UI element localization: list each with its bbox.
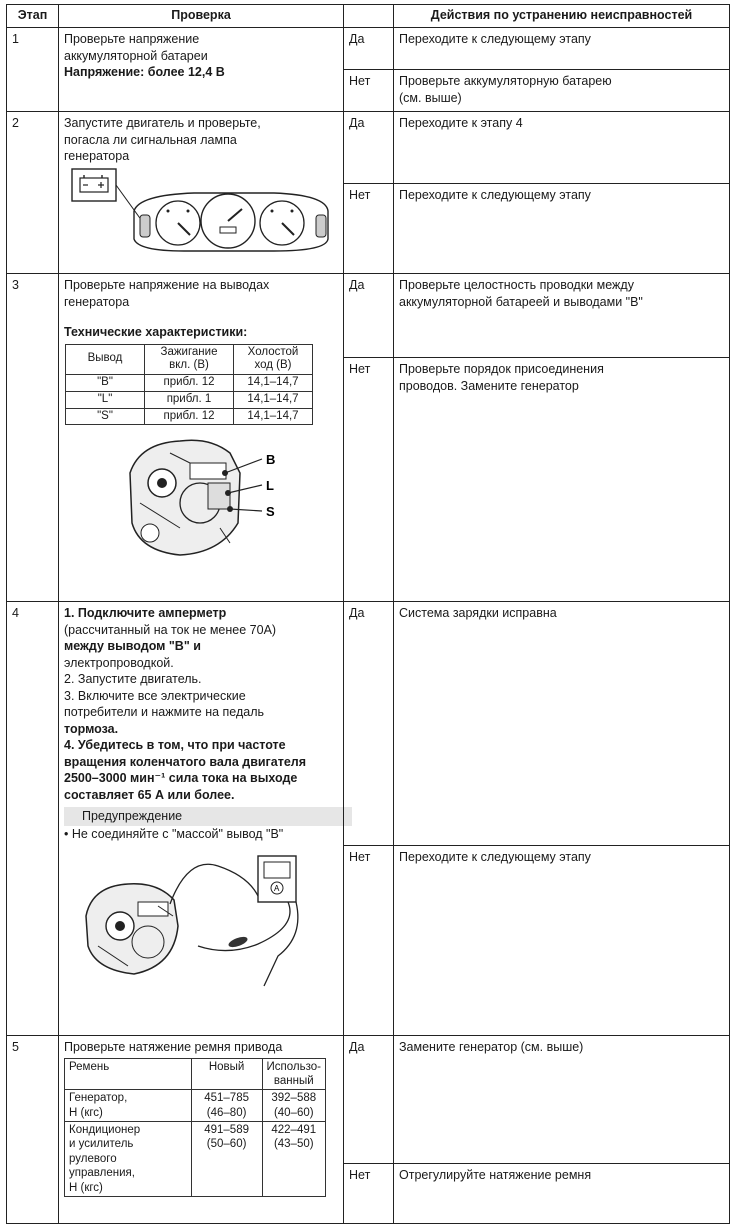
step2-check-line1: Запустите двигатель и проверьте, [64, 116, 261, 130]
instrument-cluster-figure [64, 165, 334, 255]
step4-line: 3. Включите все электрические [64, 688, 246, 703]
warning-title: Предупреждение [64, 807, 352, 826]
step2-check-line3: генератора [64, 149, 130, 163]
header-action: Действия по устранению неисправностей [394, 5, 730, 28]
step4-yes-action: Система зарядки исправна [394, 602, 730, 846]
step3-no-action-line2: проводов. Замените генератор [399, 378, 579, 393]
step5-yes-action: Замените генератор (см. выше) [394, 1036, 730, 1164]
terminal-label-b: B [266, 452, 276, 468]
belt-row-generator: Генератор, Н (кгс) 451–785 (46–80) 392–588 (40–60) [65, 1090, 326, 1122]
step3-check-line2: генератора [64, 294, 130, 309]
step3-yes-label: Да [344, 274, 394, 358]
alternator-icon [86, 884, 178, 974]
step4-line: электропроводкой. [64, 655, 174, 670]
step5-number: 5 [7, 1036, 59, 1224]
step2-no-label: Нет [344, 184, 394, 274]
spec-row-l: "L" прибл. 1 14,1–14,7 [66, 391, 313, 408]
step5-no-action: Отрегулируйте натяжение ремня [394, 1164, 730, 1224]
step1-check-line1: Проверьте напряжение [64, 32, 200, 46]
step1-yes-row [7, 28, 730, 70]
step5-no-label: Нет [344, 1164, 394, 1224]
step4-line: (рассчитанный на ток не менее 70А) [64, 622, 277, 637]
terminal-label-l: L [266, 478, 274, 494]
spec-header-terminal: Вывод [66, 344, 145, 375]
ammeter-icon [258, 856, 296, 902]
step1-no-label: Нет [344, 70, 394, 112]
step2-no-action: Переходите к следующему этапу [394, 184, 730, 274]
step1-yes-label: Да [344, 28, 394, 70]
step1-no-action-line2: (см. выше) [399, 90, 462, 105]
step4-line: вращения коленчатого вала двигателя [64, 754, 307, 769]
alternator-terminals-figure [120, 433, 320, 563]
belt-row-ac-steering: Кондиционер и усилитель рулевого управления, Н (кгс) 491–589 (50–60) 422–491 (43–50) [65, 1122, 326, 1197]
step4-yes-label: Да [344, 602, 394, 846]
step5-check [59, 1036, 344, 1224]
step3-yes-row [7, 274, 730, 358]
step4-line: потребители и нажмите на педаль [64, 705, 265, 719]
step4-line: тормоза. [64, 721, 119, 736]
step5-yes-row [7, 1036, 730, 1164]
alternator-icon [130, 441, 262, 556]
step3-no-action-line1: Проверьте порядок присоединения [399, 362, 604, 376]
step4-line: 2500–3000 мин⁻¹ сила тока на выходе [64, 771, 298, 785]
step3-check-line1: Проверьте напряжение на выводах [64, 278, 270, 292]
step3-no-action [394, 358, 730, 602]
step4-line: между выводом "В" и [64, 639, 201, 653]
step4-no-action: Переходите к следующему этапу [394, 846, 730, 1036]
warning-text: • Не соединяйте с "массой" вывод "В" [64, 826, 284, 841]
step1-no-action-line1: Проверьте аккумуляторную батарею [399, 74, 612, 88]
step2-yes-label: Да [344, 112, 394, 184]
step5-yes-label: Да [344, 1036, 394, 1164]
svg-text:A: A [274, 884, 280, 893]
step2-yes-row [7, 112, 730, 184]
header-check: Проверка [59, 5, 344, 28]
step4-line: 1. Подключите амперметр [64, 606, 227, 620]
step2-yes-action: Переходите к этапу 4 [394, 112, 730, 184]
step3-yes-action-line2: аккумуляторной батареей и выводами "B" [399, 294, 643, 309]
step3-no-label: Нет [344, 358, 394, 602]
spec-header-ignition: Зажигание вкл. (В) [145, 344, 234, 375]
header-row [7, 5, 730, 28]
step1-check [59, 28, 344, 112]
step3-yes-action [394, 274, 730, 358]
page [6, 4, 730, 1227]
step4-check [59, 602, 344, 1036]
spec-row-s: "S" прибл. 12 14,1–14,7 [66, 408, 313, 425]
belt-header-row: Ремень Новый Использо- ванный [65, 1058, 326, 1090]
step1-yes-action: Переходите к следующему этапу [394, 28, 730, 70]
step4-line: 4. Убедитесь в том, что при частоте [64, 738, 286, 752]
step4-number: 4 [7, 602, 59, 1036]
spec-title: Технические характеристики: [64, 325, 248, 339]
step2-number: 2 [7, 112, 59, 274]
step4-line: 2. Запустите двигатель. [64, 672, 202, 686]
step2-check [59, 112, 344, 274]
instrument-cluster-icon [134, 193, 328, 251]
step1-no-action [394, 70, 730, 112]
step3-check [59, 274, 344, 602]
step4-no-label: Нет [344, 846, 394, 1036]
step5-check-line1: Проверьте натяжение ремня привода [64, 1040, 283, 1054]
step1-check-voltage: Напряжение: более 12,4 В [64, 65, 225, 79]
diagnostics-table [6, 4, 730, 1224]
spec-header-idle: Холостой ход (В) [234, 344, 313, 375]
step3-number: 3 [7, 274, 59, 602]
belt-tension-table [64, 1058, 326, 1197]
step1-number: 1 [7, 28, 59, 112]
terminal-label-s: S [266, 504, 275, 520]
step4-line: составляет 65 А или более. [64, 787, 235, 802]
step3-yes-action-line1: Проверьте целостность проводки между [399, 278, 634, 292]
step2-check-line2: погасла ли сигнальная лампа [64, 132, 237, 147]
header-yn [344, 5, 394, 28]
header-step: Этап [7, 5, 59, 28]
spec-row-b: "B" прибл. 12 14,1–14,7 [66, 375, 313, 392]
step1-check-line2: аккумуляторной батареи [64, 48, 208, 63]
terminal-voltage-table [65, 344, 313, 426]
charge-warning-lamp-icon [72, 169, 142, 221]
ammeter-connection-figure [78, 846, 338, 996]
step4-yes-row [7, 602, 730, 846]
